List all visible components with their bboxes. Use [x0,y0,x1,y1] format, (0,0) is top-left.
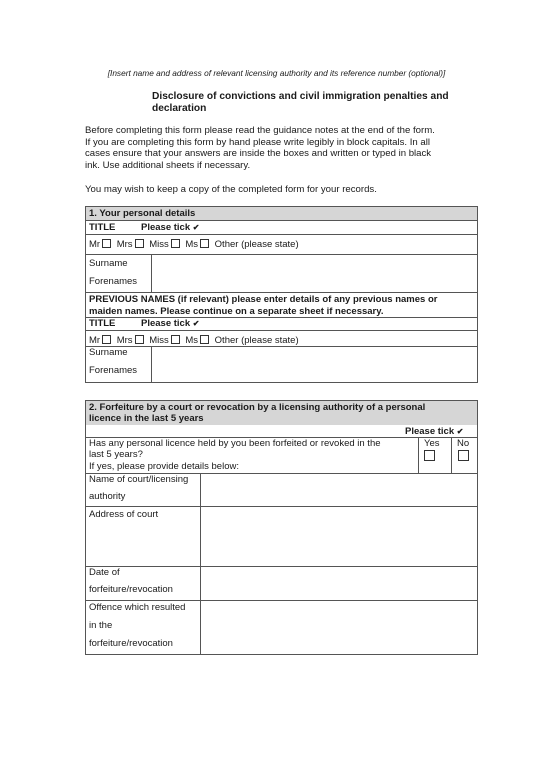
no-label: No [457,438,470,449]
please-tick-label [141,222,199,233]
tick-icon: ✔ [192,319,200,328]
surname-label: Surname [89,258,128,269]
previous-names-line-2: maiden names. Please continue on a separate sheet if necessary. [89,306,384,317]
section2-please-tick-label [405,426,463,437]
previous-ms-checkbox[interactable] [200,335,209,344]
intro-paragraph [85,125,475,171]
forenames-label: Forenames [89,276,138,287]
section1-heading: 1. Your personal details [89,208,196,219]
ms-checkbox[interactable] [200,239,209,248]
divider [85,234,478,235]
previous-mrs-checkbox[interactable] [135,335,144,344]
divider [85,330,478,331]
title-options-row [89,239,299,250]
offence-line-2: in the [89,620,113,631]
title-label: TITLE [89,222,116,233]
offence-line-3: forfeiture/revocation [89,638,173,649]
intro-line-2: If you are completing this form by hand please write legibly in block capitals. In all [85,136,431,148]
tick-icon: ✔ [456,427,464,436]
option-mr-label: Mr [89,335,101,346]
previous-please-tick-label [141,318,199,329]
option-miss-label: Miss [149,239,169,250]
court-name-input[interactable] [201,474,477,506]
mr-checkbox[interactable] [102,239,111,248]
previous-name-input-field[interactable] [152,347,477,382]
previous-names-line-1: PREVIOUS NAMES (if relevant) please enter details of any previous names or [89,294,438,305]
section2-heading-line-1: 2. Forfeiture by a court or revocation by a licensing authority of a personal [89,402,426,413]
address-of-court-input[interactable] [201,507,477,566]
forfeiture-question-line-3: If yes, please provide details below: [89,461,239,472]
previous-surname-label: Surname [89,347,128,358]
intro-line-4: ink. Use additional sheets if necessary. [85,159,251,171]
offence-input[interactable] [201,601,477,654]
no-checkbox[interactable] [458,450,469,461]
forfeiture-question-line-2: last 5 years? [89,449,143,460]
previous-miss-checkbox[interactable] [171,335,180,344]
divider [85,292,478,293]
option-mrs-label: Mrs [116,335,133,346]
divider [85,220,478,221]
option-miss-label: Miss [149,335,169,346]
intro-line-1: Before completing this form please read the guidance notes at the end of the form. [85,125,435,136]
licensing-authority-note: [Insert name and address of relevant licensing authority and its reference number (optional)] [107,68,446,78]
yes-checkbox[interactable] [424,450,435,461]
section2-heading-line-2: licence in the last 5 years [89,413,204,424]
option-mr-label: Mr [89,239,101,250]
keep-copy-note: You may wish to keep a copy of the completed form for your records. [85,184,377,195]
name-input-field[interactable] [152,255,477,291]
please-tick-text: Please tick [405,426,455,437]
forfeiture-question-line-1: Has any personal licence held by you been forfeited or revoked in the [89,438,381,449]
court-name-line-1: Name of court/licensing [89,474,189,485]
title-line-1: Disclosure of convictions and civil immigration penalties and [152,91,449,102]
option-ms-label: Ms [185,239,199,250]
date-line-1: Date of [89,567,120,578]
please-tick-text: Please tick [141,318,191,329]
offence-line-1: Offence which resulted [89,602,186,613]
divider [418,437,419,473]
please-tick-text: Please tick [141,222,191,233]
intro-line-3: cases ensure that your answers are inside the boxes and written or typed in black [85,148,432,160]
tick-icon: ✔ [192,223,200,232]
previous-title-label: TITLE [89,318,116,329]
court-name-line-2: authority [89,491,126,502]
yes-label: Yes [424,438,440,449]
date-input[interactable] [201,567,477,600]
previous-forenames-label: Forenames [89,365,138,376]
option-other-label: Other (please state) [214,239,299,250]
document-title [152,91,472,115]
title-line-2: declaration [152,103,207,114]
mrs-checkbox[interactable] [135,239,144,248]
option-mrs-label: Mrs [116,239,133,250]
address-of-court-label: Address of court [89,509,159,520]
option-ms-label: Ms [185,335,199,346]
option-other-label: Other (please state) [214,335,299,346]
date-line-2: forfeiture/revocation [89,584,173,595]
miss-checkbox[interactable] [171,239,180,248]
previous-mr-checkbox[interactable] [102,335,111,344]
divider [451,437,452,473]
previous-title-options-row [89,335,299,346]
